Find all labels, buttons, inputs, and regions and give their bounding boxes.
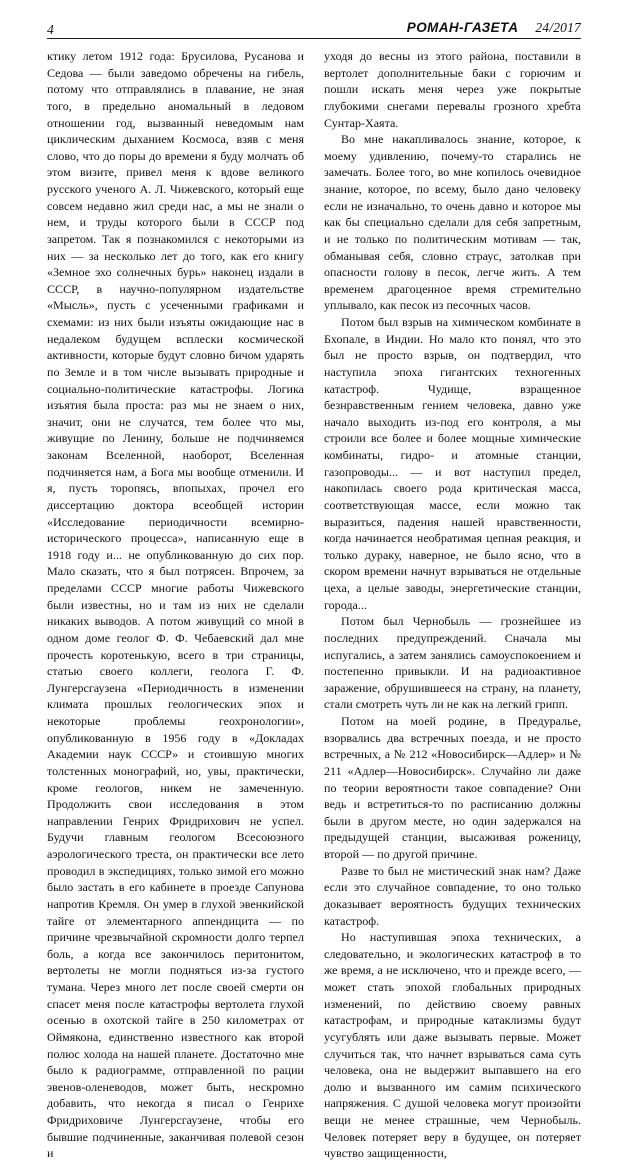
paragraph: Разве то был не мистический знак нам? Даже если это случайное совпадение, то оно только доказывает вероятность будущих технических катастроф. [324,863,581,928]
paragraph: Потом был взрыв на химическом комбинате в Бхопале, в Индии. Но мало кто понял, что это был не просто взрыв, он подтвердил, что наступила эпоха гигантских техногенных катастроф. Чудище, взращенное безнравственным гением человека, давно уже начало выходить из-под его контроля, а мы строили все более и более мощные химические комбинаты, гидро- и атомные станции, газопроводы... — и вот наступил предел, накопилась своего рода критическая масса, соответствующая массе, если можно так выразиться, падения нашей нравственности, когда начинается необратимая цепная реакция, и только дураку, наверное, не было ясно, что в скором времени начнут взрываться не отдельные цеха, а целые заводы, энергетические станции, города... [324,315,581,612]
journal-title: РОМАН-ГАЗЕТА [406,20,519,35]
right-column [324,48,581,1161]
left-column [47,48,304,1161]
page-number: 4 [47,21,54,37]
issue-number: 24/2017 [535,20,581,35]
running-head [47,16,581,39]
running-head-right [407,20,581,36]
paragraph: Во мне накапливалось знание, которое, к моему удивлению, почему-то старались не замечать. Более того, во мне копилось очевидное знание, которое, по всему, было дано человеку если не изначально, то очень давно и которое мы как бы специально сделали для себя запретным, и не только по политическим мотивам — так, обманывая себя, словно страус, затолкав при опасности голову в песок, легче жить. А тем временем драгоценное время стремительно уплывало, как песок из песочных часов. [324,132,581,313]
two-column-body [47,48,581,1161]
paragraph: Но наступившая эпоха технических, а следовательно, и экологических катастроф в то же время, а не исключено, что и прежде всего, — может стать эпохой глобальных природных изменений, по действию своему равных катастрофам, и природные катаклизмы будут усугублять или даже вызывать первые. Может случиться так, что начнет взрываться сама суть человека, она не выдержит выпавшего на его долю и вызванного им самим психического напряжения. С душой человека могут произойти вещи не менее страшные, чем Чернобыль. Человек потеряет веру в будущее, он потеряет чувство защищенности, [324,930,581,1161]
paragraph: Потом был Чернобыль — грознейшее из последних предупреждений. Сначала мы испугались, а затем занялись самоуспокоением и постепенно привыкли. И на радиоактивное заражение, обрушившееся на страну, на планету, стали смотреть чуть ли не как на легкий грипп. [324,614,581,712]
paragraph: Потом на моей родине, в Предуралье, взорвались два встречных поезда, и не просто встречных, а № 212 «Новосибирск—Адлер» и № 211 «Адлер—Новосибирск». Случайно ли даже по теории вероятности такое совпадение? Они ведь и встретиться-то по расписанию должны были в другом месте, но один задержался на предыдущей станции, высаживая роженицу, второй — по другой причине. [324,714,581,861]
paragraph: уходя до весны из этого района, поставили в вертолет дополнительные баки с горючим и пошли искать меня через уже покрытые глубокими снегами перевалы грозного хребта Сунтар-Хаята. [324,49,581,130]
paragraph: ктику летом 1912 года: Брусилова, Русанова и Седова — были заведомо обречены на гибель, потому что отправлялись в плавание, не зная того, в предельно аномальный в ледовом отношении год, вызванный неведомым нам циклическим дыханием Космоса, взяв с меня слово, что до поры до времени я буду молчать об этом визите, привел меня к вдове великого русского ученого А. Л. Чижевского, который еще совсем недавно жил среди нас, а мы не знали о нем, и труды которого были в СССР под запретом. Так я познакомился с некоторыми из них — за несколько лет до того, как его книгу «Земное эхо солнечных бурь» наконец издали в СССР, в научно-популярном издательстве «Мысль», пусть с усеченными графиками и схемами: из них были изъяты ожидающие нас в недалеком будущем всплески космической активности, которые будут словно бичом ударять по Земле и в том числе вызывать природные и социально-политические катастрофы. Логика изъятия была проста: раз мы не знаем о них, значит, они не случатся, тем более что мы, живущие по Ленину, больше не подчиняемся законам Вселенной, наоборот, Вселенная подчиняется нам, а Бога мы вообще отменили. И я, пусть торопясь, впопыхах, прочел его диссертацию доктора всеобщей истории «Исследование периодичности всемирно-исторического процесса», написанную еще в 1918 году и... не опубликованную до сих пор. Мало сказать, что я был потрясен. Впрочем, за пределами СССР многие работы Чижевского были известны, но и там из них не сделали никаких выводов. А потом живущий со мной в одном доме геолог Ф. Ф. Чебаевский дал мне прочесть коротенькую, всего в три страницы, статью своего коллеги, геолога Г. Ф. Лунгерсгаузена «Периодичность в изменении климата прошлых геологических эпох и некоторые проблемы геохронологии», опубликованную в 1956 году в «Докладах Академии наук СССР» и стоившую многих толстенных монографий, но, увы, практически, кроме геологов, никем не замеченную. Продолжить свои исследования в этом направлении Генрих Фридрихович не успел. Будучи главным геологом Всесоюзного аэрологического треста, он практически все лето проводил в экспедициях, только зимой его можно было застать в его кабинете в проезде Сапунова напротив Кремля. Он умер в глухой эвенкийской тайге от элементарного аппендицита — по причине чрезвычайной скромности долго терпел боль, а когда все закончилось перитонитом, вертолеты не могли подняться из-за густого тумана. Через много лет после своей смерти он спасет меня после катастрофы вертолета глухой осенью в охотской тайге в 250 километрах от Оймякона, единственно известного как второй полюс холода на нашей планете. Достаточно мне было к радиограмме, отправленной по рации эвенов-оленеводов, может быть, нескромно добавить, что некогда я писал о Генрихе Фридриховиче Лунгерсгаузене, чтобы его бывшие подчиненные, заканчивая полевой сезон и [47,49,304,1161]
